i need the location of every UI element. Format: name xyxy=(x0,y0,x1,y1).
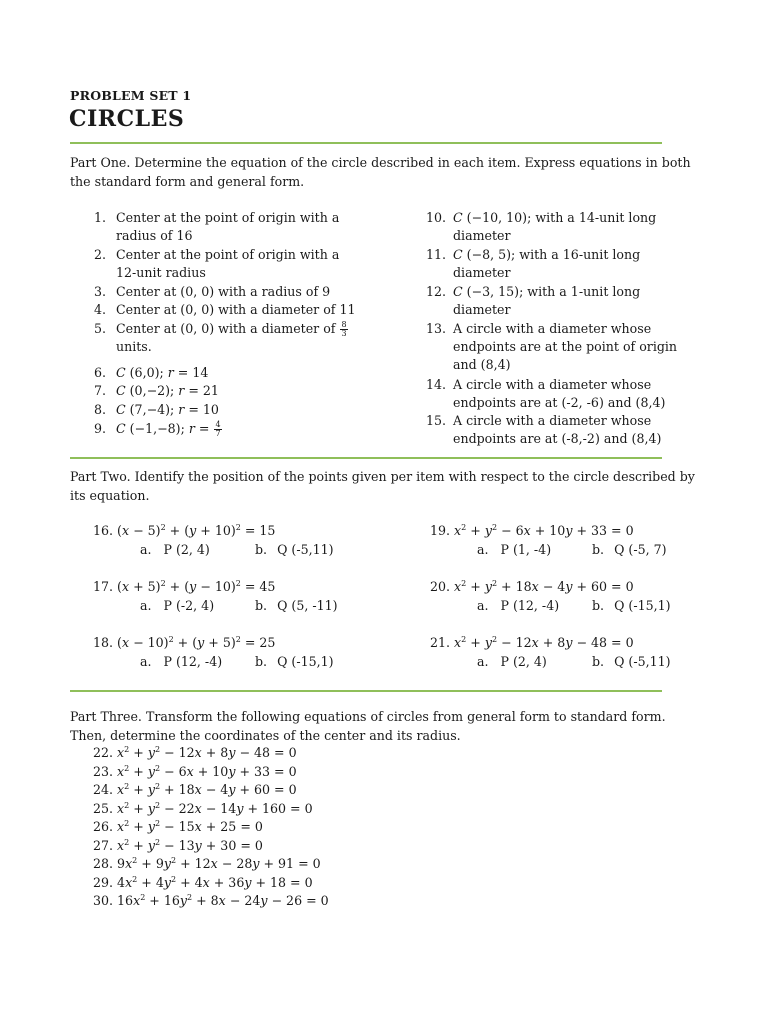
item-line: and (8,4) xyxy=(453,357,511,372)
item-equation: (−8, 5); with a 16-unit long xyxy=(466,247,641,262)
item-line: units. xyxy=(116,339,152,354)
circle-equation: $x^2 + y^2 - 22x - 14y + 160 = 0$ xyxy=(117,800,313,816)
item-line: A circle with a diameter whose xyxy=(453,413,652,428)
circle-equation: $(x - 5)^2 + (y + 10)^2 = 15$ xyxy=(117,523,276,538)
option-letter: b. xyxy=(255,654,268,669)
point-value: Q (-5,11) xyxy=(614,654,671,669)
option-a xyxy=(477,541,551,559)
item-line: Center at (0, 0) with a diameter of 11 xyxy=(116,302,356,317)
item-line: 12-unit radius xyxy=(116,265,206,280)
item-line: C (−10, 10); with a 14-unit long xyxy=(453,210,657,225)
item-number: 5. xyxy=(93,321,106,336)
item-number: 16. xyxy=(93,523,118,538)
circle-equation: $x^2 + y^2 - 12x + 8y - 48 = 0$ xyxy=(454,635,634,650)
option-a xyxy=(477,597,559,615)
page-title: CIRCLES xyxy=(69,106,185,132)
item-number: 28. xyxy=(93,856,118,871)
item-number: 17. xyxy=(93,579,118,594)
item-number: 20. xyxy=(430,579,455,594)
circle-equation: $9x^2 + 9y^2 + 12x - 28y + 91 = 0$ xyxy=(117,856,321,871)
item-line: C (−1,−8); r = $\frac{4}{7}$ xyxy=(116,420,221,438)
list-item xyxy=(430,634,634,652)
option-letter: a. xyxy=(477,654,489,669)
item-text xyxy=(453,376,693,412)
list-item xyxy=(93,781,297,799)
list-item xyxy=(93,578,275,596)
option-letter: b. xyxy=(255,542,268,557)
list-item xyxy=(93,634,275,652)
option-b xyxy=(255,541,334,559)
option-letter: a. xyxy=(477,542,489,557)
part-one-intro: Part One. Determine the equation of the circle described in each item. Express equations in both the standard form and general form. xyxy=(70,155,691,189)
point-value: Q (5, -11) xyxy=(277,598,338,613)
option-letter: b. xyxy=(592,598,605,613)
option-letter: a. xyxy=(140,542,152,557)
option-a xyxy=(140,597,214,615)
list-item xyxy=(93,800,313,818)
item-number: 14. xyxy=(425,377,446,392)
item-number: 23. xyxy=(93,763,118,779)
circle-equation: $(x + 5)^2 + (y - 10)^2 = 45$ xyxy=(117,579,276,594)
option-a xyxy=(477,653,547,671)
list-item xyxy=(93,892,329,910)
item-number: 1. xyxy=(93,210,106,225)
item-number: 27. xyxy=(93,837,118,853)
item-number: 3. xyxy=(93,284,106,299)
list-item xyxy=(93,763,297,781)
point-value: Q (-5,11) xyxy=(277,542,334,557)
item-text xyxy=(453,320,693,374)
item-number: 24. xyxy=(93,782,118,797)
item-text xyxy=(453,412,693,448)
circle-equation: $16x^2 + 16y^2 + 8x - 24y - 26 = 0$ xyxy=(117,893,329,908)
item-line: Center at (0, 0) with a radius of 9 xyxy=(116,284,331,299)
item-line: radius of 16 xyxy=(116,228,193,243)
item-number: 9. xyxy=(93,421,106,436)
item-text xyxy=(116,320,401,356)
option-letter: a. xyxy=(140,654,152,669)
item-text xyxy=(116,382,401,400)
part-three-intro: Part Three. Transform the following equations of circles from general form to standard form. Then, determine the coordinates of the center and its radius. xyxy=(70,709,666,743)
point-value: P (2, 4) xyxy=(500,654,547,669)
point-value: Q (-15,1) xyxy=(614,598,671,613)
point-value: P (12, -4) xyxy=(163,654,223,669)
list-item xyxy=(93,855,321,873)
item-number: 25. xyxy=(93,800,118,816)
divider xyxy=(70,457,662,459)
item-number: 15. xyxy=(425,413,446,428)
item-number: 13. xyxy=(425,321,446,336)
item-number: 2. xyxy=(93,247,106,262)
list-item xyxy=(430,578,634,596)
item-equation: (0,−2); r = 21 xyxy=(129,383,219,398)
item-line: diameter xyxy=(453,228,511,243)
item-number: 26. xyxy=(93,819,118,834)
circle-equation: $x^2 + y^2 - 6x + 10y + 33 = 0$ xyxy=(117,763,297,779)
item-text xyxy=(116,246,401,282)
item-text xyxy=(453,209,693,245)
item-number: 19. xyxy=(430,523,455,538)
option-a xyxy=(140,541,210,559)
option-b xyxy=(255,653,334,671)
item-text xyxy=(453,283,693,319)
circle-equation: $(x - 10)^2 + (y + 5)^2 = 25$ xyxy=(117,635,276,650)
option-letter: b. xyxy=(255,598,268,613)
option-letter: b. xyxy=(592,542,605,557)
item-text xyxy=(116,283,401,301)
list-item xyxy=(93,818,263,836)
item-text xyxy=(453,246,693,282)
item-line: C (−8, 5); with a 16-unit long xyxy=(453,247,641,262)
item-line: Center at (0, 0) with a diameter of $\frac{8}{3}$ xyxy=(116,320,347,338)
circle-equation: $4x^2 + 4y^2 + 4x + 36y + 18 = 0$ xyxy=(117,874,313,890)
part-two-intro: Part Two. Identify the position of the points given per item with respect to the circle described by its equation. xyxy=(70,469,695,503)
option-letter: a. xyxy=(140,598,152,613)
point-value: Q (-5, 7) xyxy=(614,542,667,557)
problem-set-label: PROBLEM SET 1 xyxy=(70,88,192,103)
item-line: endpoints are at (-2, -6) and (8,4) xyxy=(453,395,666,410)
item-equation: (−3, 15); with a 1-unit long xyxy=(466,284,641,299)
item-line: Center at the point of origin with a xyxy=(116,210,340,225)
list-item xyxy=(93,837,263,855)
circle-equation: $x^2 + y^2 + 18x - 4y + 60 = 0$ xyxy=(454,579,634,594)
item-text xyxy=(116,301,401,319)
point-value: P (12, -4) xyxy=(500,598,560,613)
item-text xyxy=(116,420,401,438)
item-equation: (−1,−8); r = xyxy=(129,421,210,436)
divider xyxy=(70,142,662,144)
item-equation: (6,0); r = 14 xyxy=(129,365,209,380)
item-line: diameter xyxy=(453,302,511,317)
point-value: P (1, -4) xyxy=(500,542,552,557)
item-line: C (7,−4); r = 10 xyxy=(116,402,219,417)
circle-equation: $x^2 + y^2 - 6x + 10y + 33 = 0$ xyxy=(454,523,634,538)
item-number: 22. xyxy=(93,745,118,760)
item-line: C (0,−2); r = 21 xyxy=(116,383,219,398)
circle-equation: $x^2 + y^2 - 12x + 8y - 48 = 0$ xyxy=(117,745,297,760)
option-b xyxy=(592,653,671,671)
item-number: 21. xyxy=(430,635,455,650)
point-value: Q (-15,1) xyxy=(277,654,334,669)
option-a xyxy=(140,653,222,671)
item-number: 29. xyxy=(93,874,118,890)
item-text xyxy=(116,364,401,382)
item-number: 30. xyxy=(93,893,118,908)
item-equation: (−10, 10); with a 14-unit long xyxy=(466,210,657,225)
fraction xyxy=(340,321,347,338)
point-value: P (2, 4) xyxy=(163,542,210,557)
item-number: 18. xyxy=(93,635,118,650)
fraction xyxy=(214,421,221,438)
item-number: 6. xyxy=(93,365,106,380)
item-number: 4. xyxy=(93,302,106,317)
list-item xyxy=(430,522,634,540)
item-number: 8. xyxy=(93,402,106,417)
option-b xyxy=(255,597,338,615)
circle-equation: $x^2 + y^2 - 15x + 25 = 0$ xyxy=(117,819,263,834)
item-line: diameter xyxy=(453,265,511,280)
list-item xyxy=(93,522,275,540)
item-line: C (−3, 15); with a 1-unit long xyxy=(453,284,641,299)
item-line: endpoints are at (-8,-2) and (8,4) xyxy=(453,431,662,446)
item-line: A circle with a diameter whose xyxy=(453,377,652,392)
item-line: A circle with a diameter whose xyxy=(453,321,652,336)
item-number: 12. xyxy=(425,284,446,299)
divider xyxy=(70,690,662,692)
point-value: P (-2, 4) xyxy=(163,598,215,613)
item-number: 7. xyxy=(93,383,106,398)
list-item xyxy=(93,744,297,762)
option-b xyxy=(592,541,667,559)
item-number: 10. xyxy=(425,210,446,225)
fraction-numerator: 8 xyxy=(341,320,347,329)
item-line: C (6,0); r = 14 xyxy=(116,365,209,380)
item-number: 11. xyxy=(425,247,446,262)
option-b xyxy=(592,597,671,615)
fraction-denominator: 3 xyxy=(341,329,347,338)
item-text xyxy=(116,401,401,419)
item-text xyxy=(116,209,401,245)
circle-equation: $x^2 + y^2 - 13y + 30 = 0$ xyxy=(117,837,263,853)
list-item xyxy=(93,874,313,892)
fraction-denominator: 7 xyxy=(215,429,221,438)
item-equation: (7,−4); r = 10 xyxy=(129,402,219,417)
option-letter: b. xyxy=(592,654,605,669)
option-letter: a. xyxy=(477,598,489,613)
fraction-numerator: 4 xyxy=(215,420,221,429)
item-line: Center at the point of origin with a xyxy=(116,247,340,262)
circle-equation: $x^2 + y^2 + 18x - 4y + 60 = 0$ xyxy=(117,782,297,797)
item-line: endpoints are at the point of origin xyxy=(453,339,678,354)
